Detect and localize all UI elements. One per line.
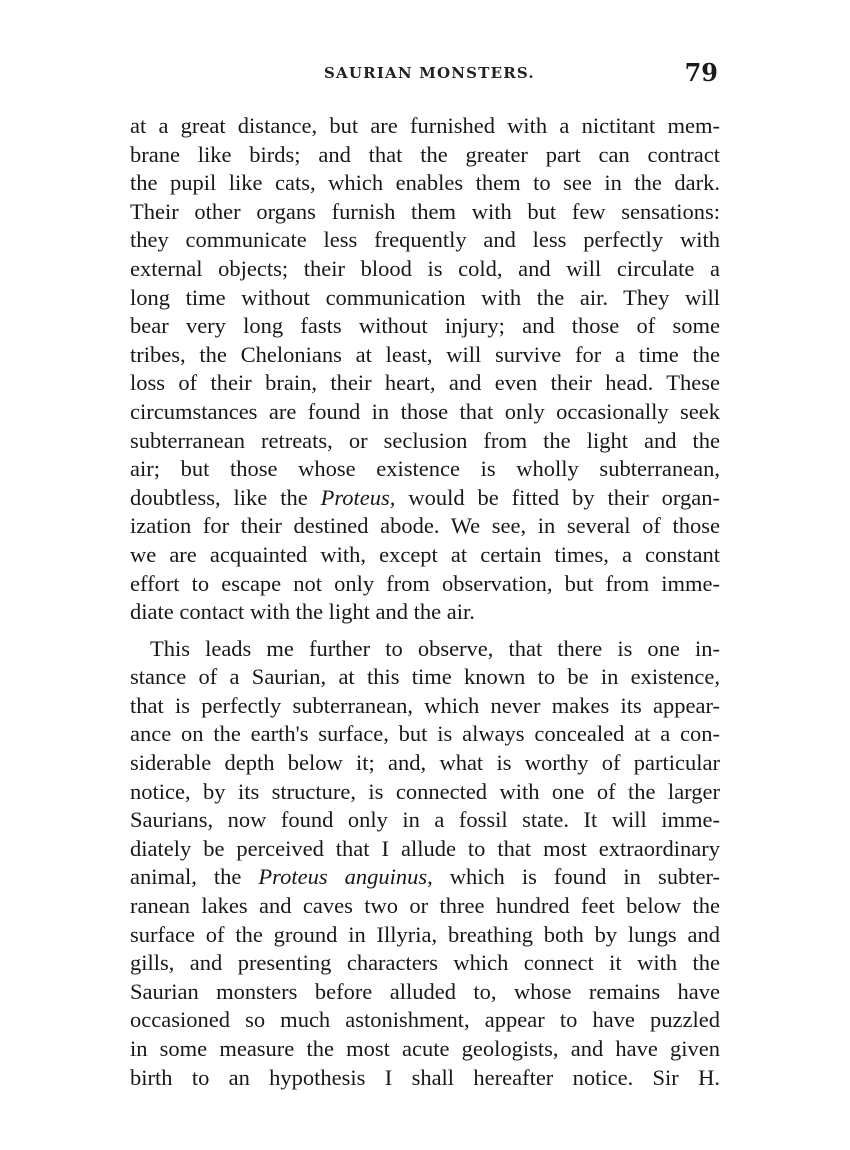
text-line: bear very long fasts without injury; and those of some [130, 313, 720, 339]
text-line: siderable depth below it; and, what is worthy of particular [130, 750, 720, 776]
text-line: Saurian monsters before alluded to, whose remains have [130, 978, 720, 1004]
body-text [130, 112, 720, 1092]
text-line: loss of their brain, their heart, and even their head. These [130, 370, 720, 396]
text-line: Saurians, now found only in a fossil state. It will imme- [130, 807, 720, 833]
text-line: This leads me further to observe, that there is one in- [150, 635, 720, 661]
text-line: air; but those whose existence is wholly subterranean, [130, 456, 720, 482]
text-line: we are acquainted with, except at certain times, a constant [130, 541, 720, 567]
text-line [130, 863, 720, 892]
text-line [130, 484, 720, 513]
text-run: doubtless, like the [130, 484, 321, 510]
text-line: surface of the ground in Illyria, breathing both by lungs and [130, 921, 720, 947]
text-line: occasioned so much astonishment, appear to have puzzled [130, 1007, 720, 1033]
italic-term-proteus-anguinus: Proteus anguinus, [258, 864, 433, 890]
text-line: ization for their destined abode. We see, in several of those [130, 513, 720, 539]
text-line: diately be perceived that I allude to that most extraordinary [130, 835, 720, 861]
page-number: 79 [684, 58, 718, 87]
text-line: effort to escape not only from observation, but from imme- [130, 570, 720, 596]
italic-term-proteus: Proteus, [320, 484, 396, 510]
running-head [130, 58, 718, 92]
paragraph-2 [130, 635, 720, 1093]
text-line: in some measure the most acute geologists, and have given [130, 1036, 720, 1061]
text-run: animal, the [130, 864, 259, 890]
text-line: tribes, the Chelonians at least, will survive for a time the [130, 341, 720, 367]
text-line: gills, and presenting characters which connect it with the [130, 950, 720, 976]
text-line: circumstances are found in those that only occasionally seek [130, 398, 720, 424]
text-line: birth to an hypothesis I shall hereafter notice. Sir H. [130, 1064, 720, 1090]
text-line: the pupil like cats, which enables them to see in the dark. [130, 170, 720, 196]
text-line: subterranean retreats, or seclusion from the light and the [130, 427, 720, 453]
text-line: stance of a Saurian, at this time known to be in existence, [130, 664, 720, 690]
text-line: long time without communication with the air. They will [130, 284, 720, 310]
text-line: ance on the earth's surface, but is always concealed at a con- [130, 721, 720, 747]
text-run: would be fitted by their organ- [395, 484, 720, 510]
text-line: diate contact with the light and the air. [130, 599, 475, 625]
paragraph-1 [130, 112, 720, 627]
text-line: they communicate less frequently and less perfectly with [130, 227, 720, 253]
text-line: that is perfectly subterranean, which never makes its appear- [130, 692, 720, 718]
text-line: Their other organs furnish them with but few sensations: [130, 198, 720, 224]
text-line: notice, by its structure, is connected with one of the larger [130, 778, 720, 804]
running-title: SAURIAN MONSTERS. [324, 64, 535, 82]
text-line: external objects; their blood is cold, and will circulate a [130, 255, 720, 281]
text-line: brane like birds; and that the greater part can contract [130, 141, 720, 167]
paragraph-gap [130, 627, 720, 635]
text-line: at a great distance, but are furnished with a nictitant mem- [130, 113, 720, 138]
text-line: ranean lakes and caves two or three hundred feet below the [130, 893, 720, 919]
text-run: which is found in subter- [432, 864, 720, 890]
